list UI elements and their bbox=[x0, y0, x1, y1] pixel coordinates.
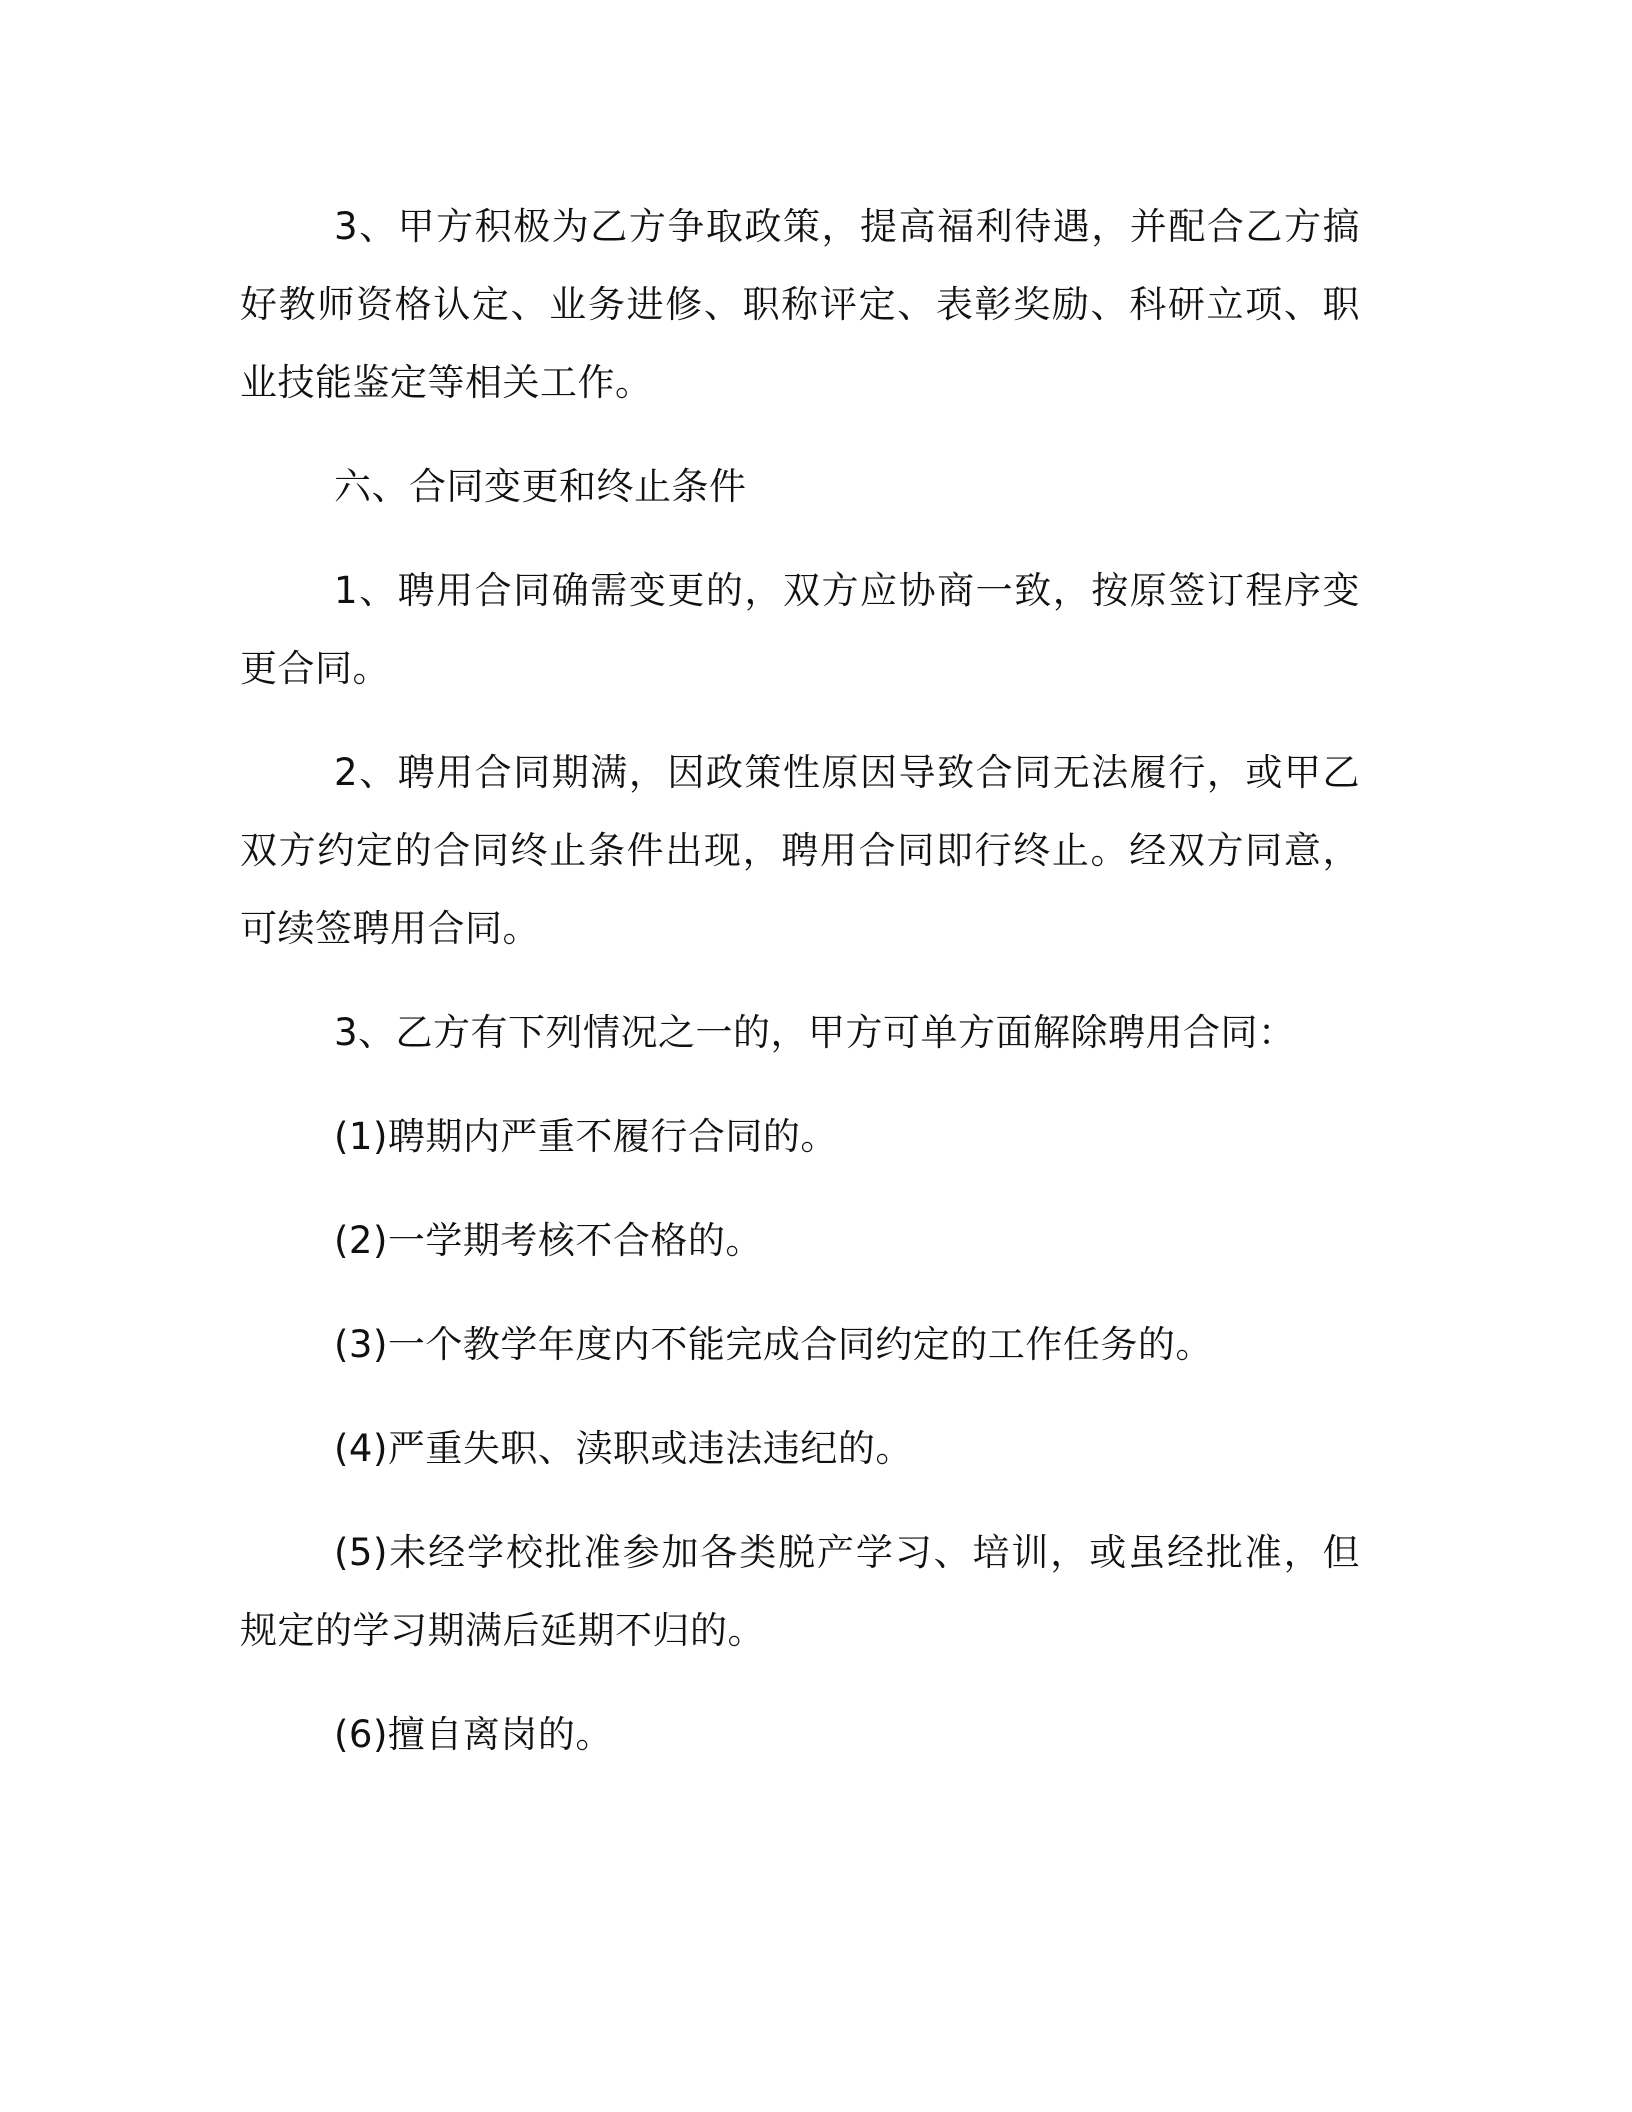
list-item-4: (4)严重失职、渎职或违法违纪的。 bbox=[334, 1427, 913, 1470]
paragraph-contract-termination: 2、聘用合同期满，因政策性原因导致合同无法履行，或甲乙双方约定的合同终止条件出现，聘用合同即行终止。经双方同意，可续签聘用合同。 bbox=[240, 751, 1360, 950]
document-body bbox=[240, 188, 1360, 1800]
list-item-3: (3)一个教学年度内不能完成合同约定的工作任务的。 bbox=[334, 1323, 1213, 1366]
section-heading-contract-change: 六、合同变更和终止条件 bbox=[334, 465, 747, 508]
list-item-6: (6)擅自离岗的。 bbox=[334, 1713, 613, 1756]
list-item-1: (1)聘期内严重不履行合同的。 bbox=[334, 1115, 838, 1158]
list-item-2: (2)一学期考核不合格的。 bbox=[334, 1219, 763, 1262]
paragraph-contract-change: 1、聘用合同确需变更的，双方应协商一致，按原签订程序变更合同。 bbox=[240, 569, 1360, 690]
paragraph-unilateral-termination: 3、乙方有下列情况之一的，甲方可单方面解除聘用合同： bbox=[334, 1011, 1296, 1054]
list-item-5: (5)未经学校批准参加各类脱产学习、培训，或虽经批准，但规定的学习期满后延期不归的。 bbox=[240, 1531, 1360, 1652]
paragraph-benefits-support: 3、甲方积极为乙方争取政策，提高福利待遇，并配合乙方搞好教师资格认定、业务进修、职称评定、表彰奖励、科研立项、职业技能鉴定等相关工作。 bbox=[240, 205, 1360, 404]
